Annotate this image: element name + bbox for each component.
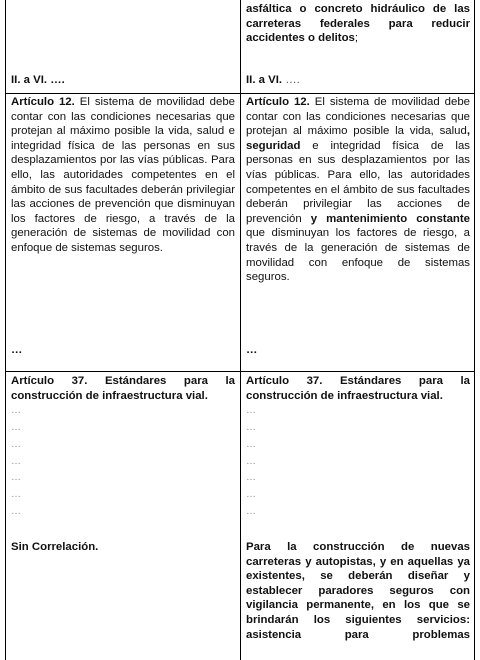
ellipsis: … bbox=[246, 505, 256, 517]
ellipsis: … bbox=[246, 421, 256, 433]
article-heading: Artículo 37. Estándares para la construcción de infraestructura vial. bbox=[11, 375, 235, 402]
article-body: que disminuyan los factores de riesgo, a través de la generación de sistemas de movilidad con enfoque de sistemas seguros. bbox=[246, 227, 470, 284]
right-ellipsis bbox=[241, 343, 475, 358]
omitted-lines bbox=[11, 403, 235, 521]
ellipsis: … bbox=[11, 505, 21, 517]
ellipsis: … bbox=[11, 489, 21, 501]
ellipsis: …. bbox=[47, 74, 65, 86]
omitted-lines bbox=[246, 403, 470, 521]
row-divider bbox=[6, 93, 474, 94]
article-heading: Artículo 12. bbox=[11, 96, 75, 108]
ellipsis: …. bbox=[282, 74, 300, 86]
sin-correlacion bbox=[6, 540, 240, 555]
left-cell-article-12 bbox=[6, 95, 240, 256]
fraction-ref: II. a VI. bbox=[11, 74, 48, 86]
right-cell-article-12 bbox=[241, 95, 475, 285]
continued-text: asfáltica o concreto hidráulico de las carreteras federales para reducir accidentes o delitos bbox=[246, 3, 470, 45]
right-cell-article-37 bbox=[241, 374, 475, 521]
fraction-ref: II. a VI. bbox=[246, 74, 283, 86]
added-text: , seguridad bbox=[246, 125, 470, 152]
left-cell-row1-ref bbox=[6, 73, 240, 88]
ellipsis: … bbox=[246, 472, 256, 484]
ellipsis: … bbox=[11, 405, 21, 417]
added-paragraph: Para la construcción de nuevas carreteras y autopistas, y en aquellas ya existentes, se deberán diseñar y establecer paradores seguros con vigilancia permanente, en los que se brindarán los siguientes servicios: asistencia para problemas bbox=[246, 541, 470, 641]
ellipsis: … bbox=[246, 489, 256, 501]
right-cell-row1-text bbox=[241, 2, 475, 46]
comparison-table bbox=[5, 0, 475, 660]
article-heading: Artículo 12. bbox=[246, 96, 310, 108]
ellipsis: … bbox=[11, 421, 21, 433]
ellipsis: … bbox=[11, 438, 21, 450]
right-new-paragraph bbox=[241, 540, 475, 642]
article-body: e integridad física de las personas en sus desplazamientos por las vías públicas. Para ello, las autoridades competentes en el ámbito de sus facultades deberán privilegiar las acciones de prevención bbox=[246, 139, 470, 225]
article-body: El sistema de movilidad debe contar con las condiciones necesarias que protejan al máximo posible la vida, salud bbox=[246, 96, 471, 138]
ellipsis: … bbox=[11, 344, 23, 356]
punctuation: ; bbox=[354, 32, 359, 45]
ellipsis: … bbox=[246, 344, 258, 356]
ellipsis: … bbox=[11, 455, 21, 467]
article-body: El sistema de movilidad debe contar con las condiciones necesarias que protejan al máximo posible la vida, salud e integridad física de las personas en sus desplazamientos por las vías públicas. Para ello, las autoridades competentes en el ámbito de sus facultades deberán privilegiar las acciones de prevención que disminuyan los factores de riesgo, a través de la generación de sistemas de movilidad con enfoque de sistemas seguros. bbox=[11, 96, 236, 254]
ellipsis: … bbox=[246, 405, 256, 417]
ellipsis: … bbox=[246, 455, 256, 467]
article-heading: Artículo 37. Estándares para la construcción de infraestructura vial. bbox=[246, 375, 470, 402]
sin-correlacion-label: Sin Correlación. bbox=[11, 541, 99, 553]
row-divider bbox=[6, 371, 474, 372]
ellipsis: … bbox=[11, 472, 21, 484]
added-text: y mantenimiento constante bbox=[301, 212, 470, 225]
left-cell-article-37 bbox=[6, 374, 240, 521]
left-ellipsis bbox=[6, 343, 240, 358]
right-cell-row1-ref bbox=[241, 73, 475, 88]
ellipsis: … bbox=[246, 438, 256, 450]
